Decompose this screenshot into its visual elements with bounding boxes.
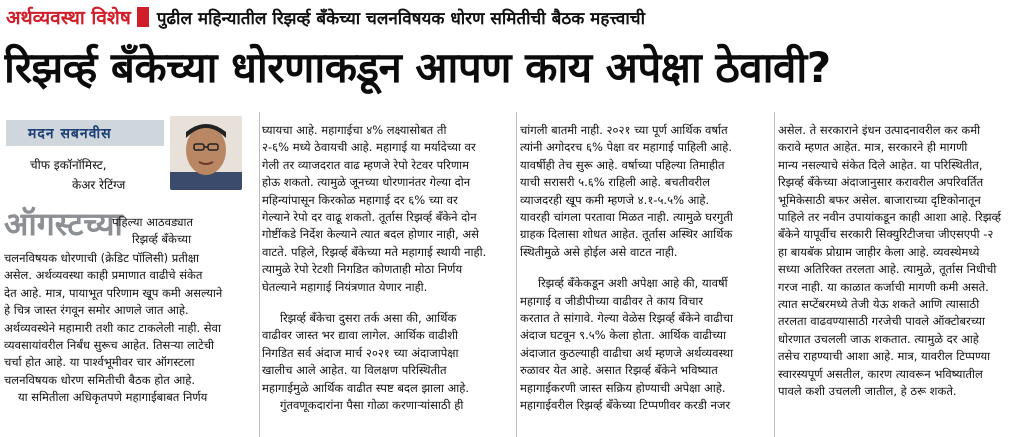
text-line: चर्चा होत आहे. या पार्श्वभूमीवर चार ऑगस्टला bbox=[4, 355, 195, 370]
text-line: तरलता वाढवण्यासाठी गरजेची पावले ऑक्टोबरच्या bbox=[778, 314, 985, 329]
section-tag: अर्थव्यवस्था विशेष bbox=[6, 7, 131, 29]
text-line: गेल्याने रेपो दर वाढू शकतो. तूर्तास रिझर्व्ह बँकेने दोन bbox=[262, 210, 477, 225]
text-line: अंदाजात कुठल्याही वाढीचा अर्थ म्हणजे अर्थव्यवस्था bbox=[520, 345, 734, 360]
text-line: होऊ शकतो. त्यामुळे जूनच्या धोरणानंतर गेल्या दोन bbox=[262, 175, 471, 190]
author-name-bar bbox=[6, 120, 164, 146]
text-line: महागाईवरील रिझर्व्ह बँकेच्या टिप्पणीवर करडी नजर bbox=[520, 398, 731, 413]
column-divider bbox=[259, 112, 260, 437]
text-line: २-६% मध्ये ठेवायची आहे. महागाई या मर्यादेच्या वर bbox=[262, 140, 476, 155]
text-line: घेतल्याने महागाई नियंत्रणात येणार नाही. bbox=[262, 279, 428, 294]
text-line: रुळावर येत आहे. असात रिझर्व्ह बँकेने भविष्यात bbox=[520, 363, 718, 378]
text-line: करावे म्हणत आहेत. मात्र, सरकारने ही मागणी bbox=[778, 140, 968, 155]
kicker-text: पुढील महिन्यातील रिझर्व्ह बँकेच्या चलनविषयक धोरण समितीची बैठक महत्त्वाची bbox=[156, 8, 645, 29]
author-photo bbox=[170, 116, 242, 190]
text-line: वाढीवर जास्त भर द्यावा लागेल. आर्थिक वाढीशी bbox=[262, 328, 459, 343]
text-line: भूमिकेसाठी बफर असेल. बाजाराच्या दृष्टिकोनातून bbox=[778, 192, 981, 207]
text-line: यावरही चांगला परतावा मिळत नाही. त्यामुळे घरगुती bbox=[520, 210, 733, 225]
column-2 bbox=[262, 122, 514, 415]
text-line: त्यांनी अगोदरच ६% पेक्षा वर महागाई पाहिली आहे. bbox=[520, 140, 732, 155]
text-line: स्थितीमुळे असे होईल असे वाटत नाही. bbox=[520, 244, 678, 259]
author-name: मदन सबनवीस bbox=[28, 126, 112, 142]
text-line: रिझर्व्ह बँकेकडून अशी अपेक्षा आहे की, यावर्षी bbox=[538, 276, 728, 291]
text-line: चलनविषयक धोरण समितीची बैठक होत आहे. bbox=[4, 372, 196, 387]
text-line: पावले कशी उचलली जातील, हे ठरू शकते. bbox=[778, 384, 957, 399]
text-line: गेली तर व्याजदरात वाढ म्हणजे रेपो रेटवर परिणाम bbox=[262, 157, 470, 172]
author-organization: केअर रेटिंग्ज bbox=[72, 178, 126, 192]
text-line: रिझर्व्ह बँकेच्या अंदाजानुसार करावरील अपरिवर्तित bbox=[778, 175, 984, 190]
text-line: याची सरासरी ५.६% राहिली आहे. बचतीवरील bbox=[520, 175, 710, 190]
text-line: हा बायबॅक प्रोग्राम जाहीर केला आहे. व्यवस्थेमध्ये bbox=[778, 244, 980, 259]
text-line: या समितीला अधिकृतपणे महागाईबाबत निर्णय bbox=[18, 390, 208, 405]
text-line: करतात ते सांगावे. गेल्या वेळेस रिझर्व्ह बँकेने वाढीचा bbox=[520, 311, 734, 326]
text-line: गरज नाही. या काळात कर्जाची मागणी कमी असते. bbox=[778, 279, 989, 294]
column-4 bbox=[778, 122, 1020, 401]
text-line: सध्या अतिरिक्त तरलता आहे. त्यामुळे, तूर्तास निधीची bbox=[778, 262, 997, 277]
text-line: असेल. ते सरकाराने इंधन उत्पादनावरील कर कमी bbox=[778, 123, 981, 137]
text-line: व्यवसायांवरील निर्बंध सुरूच आहेत. तिसऱ्या लाटेची bbox=[4, 338, 214, 353]
text-line: खालीच आले आहेत. या विलक्षण परिस्थितीत bbox=[262, 363, 447, 378]
column-1 bbox=[4, 250, 256, 407]
text-line: घ्यायचा आहे. महागाईचा ४% लक्ष्यासोबत ती bbox=[262, 123, 447, 137]
author-portrait-icon bbox=[170, 116, 242, 190]
text-line: मान्य नसल्याचे संकेत दिले आहेत. या परिस्थितीत, bbox=[778, 157, 983, 172]
text-line: महिन्यांपासून किरकोळ महागाई दर ६% च्या वर bbox=[262, 192, 458, 207]
text-line: महागाईमुळे आर्थिक वाढीत स्पष्ट बदल झाला आहे. bbox=[262, 380, 470, 395]
text-line: बँकेने यापूर्वीच सरकारी सिक्युरिटीजचा जीएसएपी -२ bbox=[778, 227, 994, 242]
text-line: वाटते. पहिले, रिझर्व्ह बँकेच्या मते महागाई स्थायी नाही. bbox=[262, 244, 487, 259]
text-line: व्याजदरही खूप कमी म्हणजे ४.१-५.५% आहे. bbox=[520, 192, 710, 207]
text-line: हे चित्र जास्त रंगवून समोर आणले जात आहे. bbox=[4, 303, 189, 318]
text-line: रिझर्व्ह बँकेचा दुसरा तर्क असा की, आर्थिक bbox=[280, 311, 457, 326]
column-divider bbox=[774, 112, 775, 437]
text-line: गुंतवणूकदारांना पैसा गोळा करणाऱ्यांसाठी ही bbox=[280, 398, 464, 413]
text-line: रिझर्व्ह बँकेच्या bbox=[132, 232, 192, 247]
text-line: ग्राहक दिलासा शोधत आहेत. तूर्तास अस्थिर आर्थिक bbox=[520, 227, 733, 242]
dropcap: ऑगस्टच्या bbox=[4, 205, 123, 243]
column-3 bbox=[520, 122, 770, 415]
text-line: चांगली बातमी नाही. २०२१ च्या पूर्ण आर्थिक वर्षात bbox=[520, 123, 728, 137]
kicker-divider bbox=[137, 7, 149, 27]
text-line: निगडित सर्व अंदाज मार्च २०२१ च्या अंदाजापेक्षा bbox=[262, 345, 459, 360]
text-line: यावर्षीही तेच सुरू आहे. वर्षाच्या पहिल्या तिमाहीत bbox=[520, 157, 725, 172]
author-box bbox=[0, 112, 250, 204]
text-line: त्यात सप्टेंबरमध्ये तेजी येऊ शकते आणि त्यासाठी bbox=[778, 297, 980, 312]
text-line: देत आहे. मात्र, पायाभूत परिणाम खूप कमी असल्याने bbox=[4, 285, 223, 300]
text-line: तसेच राहण्याची आशा आहे. मात्र, यावरील टिप्पण्या bbox=[778, 349, 991, 364]
text-line: असेल. अर्थव्यवस्था काही प्रमाणात वाढीचे संकेत bbox=[4, 268, 203, 283]
text-line: धोरणात उचलली जाऊ शकतात. त्यामुळे दर आहे bbox=[778, 331, 979, 346]
text-line: गोष्टींकडे निर्देश केल्याने त्यात बदल होणार नाही, असे bbox=[262, 227, 479, 242]
author-role: चीफ इकॉनॉमिस्ट, bbox=[30, 158, 107, 172]
text-line: अर्थव्यवस्थेने महामारी तशी काट टाकलेली नाही. सेवा bbox=[4, 320, 221, 335]
text-line: महागाई व जीडीपीच्या वाढीवर ते काय विचार bbox=[520, 293, 704, 308]
col1-lead bbox=[112, 214, 254, 249]
text-line: चलनविषयक धोरणाची (क्रेडिट पॉलिसी) प्रतीक्षा bbox=[4, 251, 200, 265]
column-divider bbox=[516, 112, 517, 437]
text-line: पहिल्या आठवड्यात bbox=[112, 215, 194, 229]
text-line: महागाईकरणी जास्त सक्रिय होण्याची अपेक्षा आहे. bbox=[520, 380, 726, 395]
text-line: त्यामुळे रेपो रेटशी निगडित कोणताही मोठा निर्णय bbox=[262, 262, 463, 277]
text-line: स्वारस्यपूर्ण असतील, कारण त्यावरून भविष्यातील bbox=[778, 366, 983, 381]
text-line: अंदाज घटवून ९.५% केला होता. आर्थिक वाढीच्या bbox=[520, 328, 727, 343]
text-line: पाहिले तर नवीन उपायांकडून काही आशा आहे. रिझर्व्ह bbox=[778, 210, 1001, 225]
kicker-bar bbox=[6, 4, 1018, 30]
headline: रिझर्व्ह बँकेच्या धोरणाकडून आपण काय अपेक्षा ठेवावी? bbox=[4, 43, 831, 92]
